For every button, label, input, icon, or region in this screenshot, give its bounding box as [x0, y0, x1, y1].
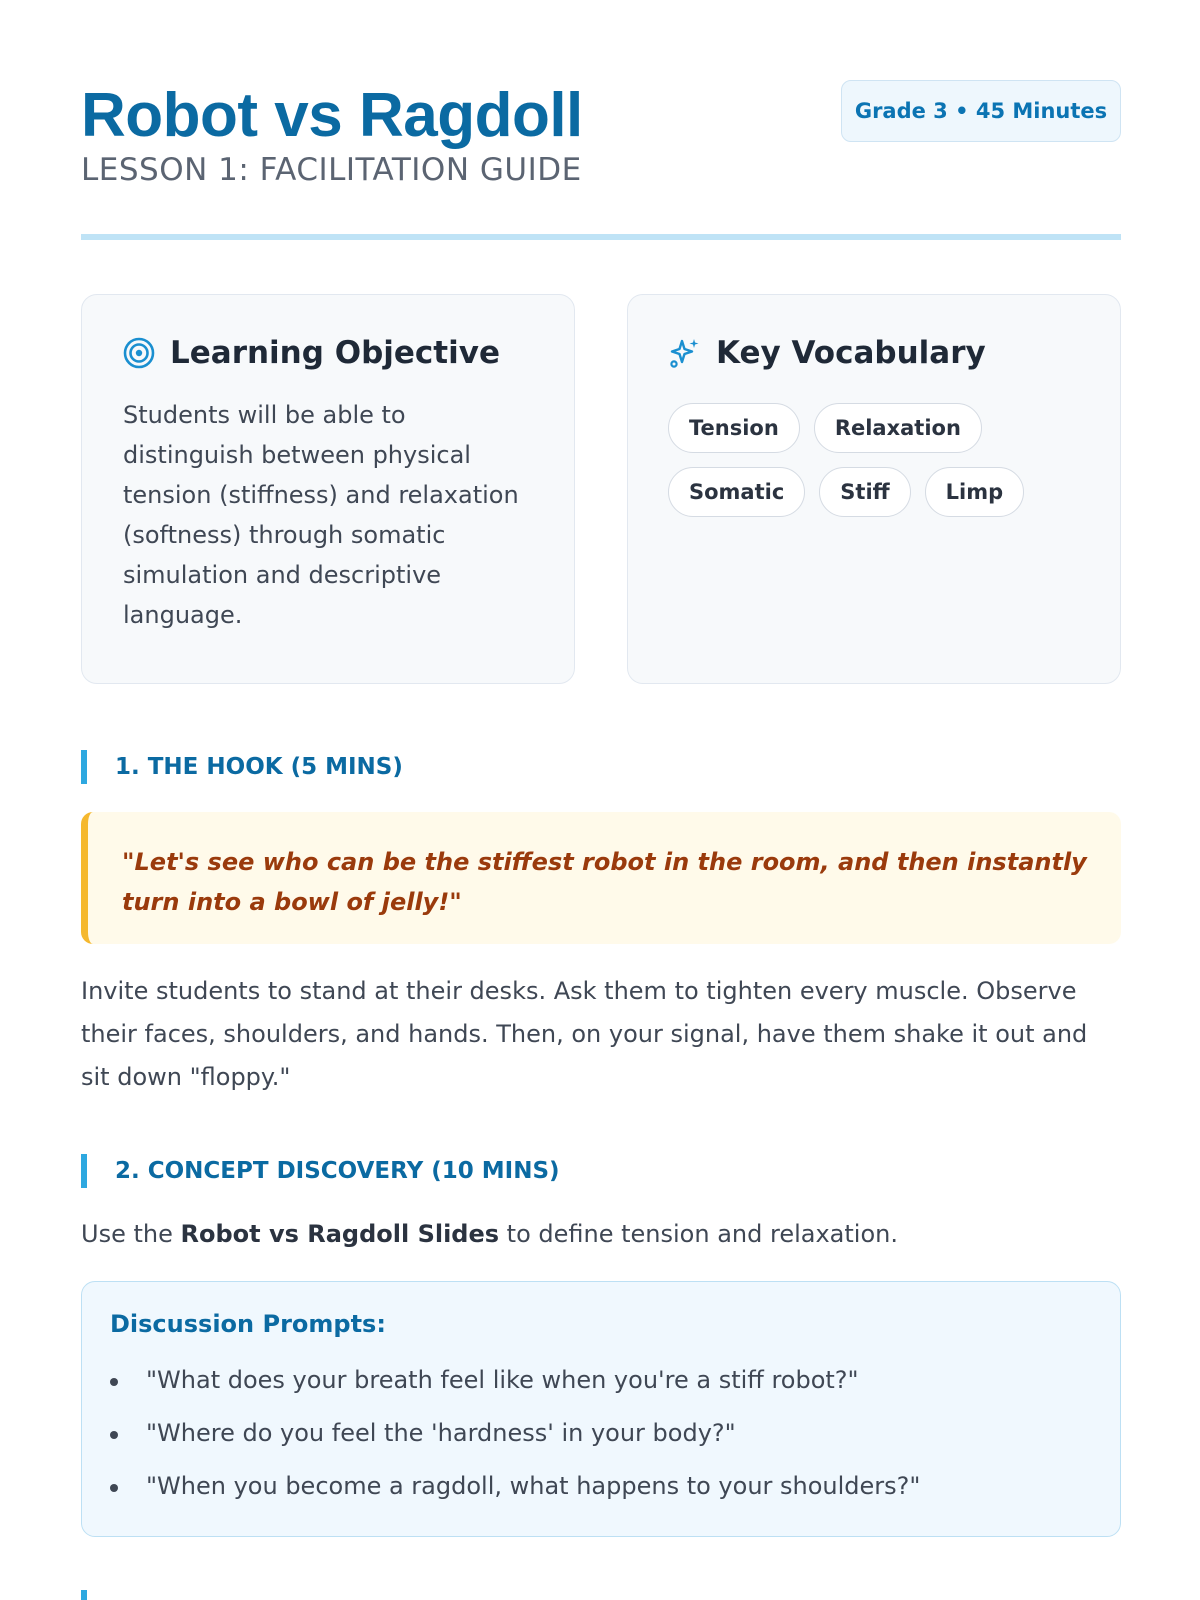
discussion-prompts-title: Discussion Prompts: — [110, 1310, 386, 1338]
key-vocabulary-header — [668, 335, 986, 371]
learning-objective-header — [122, 335, 500, 371]
target-icon — [122, 336, 156, 370]
learning-objective-text: Students will be able to distinguish between physical tension (stiffness) and relaxation (softness) through somatic simulation and descriptive language. — [123, 401, 519, 629]
next-section-marker — [81, 1590, 87, 1600]
slides-reference: Robot vs Ragdoll Slides — [180, 1220, 500, 1248]
hook-instructions: Invite students to stand at their desks. Ask them to tighten every muscle. Observe their faces, shoulders, and hands. Then, on your signal, have them shake it out and sit down "floppy." — [81, 977, 1088, 1091]
key-vocabulary-card — [627, 294, 1121, 684]
header-divider — [81, 234, 1121, 240]
overview-cards — [81, 294, 1121, 684]
vocabulary-term: Stiff — [819, 467, 910, 517]
lesson-page — [81, 0, 1121, 1500]
vocabulary-term: Tension — [668, 403, 800, 453]
page-subtitle: LESSON 1: FACILITATION GUIDE — [81, 152, 582, 188]
hook-quote: "Let's see who can be the stiffest robot in the room, and then instantly turn into a bowl of jelly!" — [81, 812, 1121, 944]
vocabulary-list — [668, 403, 1088, 531]
key-vocabulary-title: Key Vocabulary — [716, 335, 986, 371]
discussion-prompts-list — [110, 1362, 920, 1521]
discussion-prompt: "Where do you feel the 'hardness' in your body?" — [110, 1415, 920, 1468]
concept-intro — [81, 1216, 1121, 1252]
grade-duration-badge: Grade 3 • 45 Minutes — [841, 80, 1121, 142]
discussion-prompts-box — [81, 1281, 1121, 1537]
discussion-prompt: "When you become a ragdoll, what happens to your shoulders?" — [110, 1468, 920, 1521]
section-heading-hook: 1. THE HOOK (5 MINS) — [81, 750, 403, 784]
vocabulary-term: Relaxation — [814, 403, 982, 453]
vocabulary-term: Somatic — [668, 467, 805, 517]
vocabulary-term: Limp — [925, 467, 1025, 517]
concept-intro-text-end: to define tension and relaxation. — [499, 1220, 898, 1248]
discussion-prompt: "What does your breath feel like when you're a stiff robot?" — [110, 1362, 920, 1415]
learning-objective-title: Learning Objective — [170, 335, 500, 371]
concept-intro-text: Use the — [81, 1220, 181, 1248]
page-header — [81, 0, 1121, 240]
learning-objective-card — [81, 294, 575, 684]
page-title: Robot vs Ragdoll — [81, 81, 583, 150]
section-heading-concept: 2. CONCEPT DISCOVERY (10 MINS) — [81, 1154, 560, 1188]
sparkles-icon — [668, 336, 702, 370]
